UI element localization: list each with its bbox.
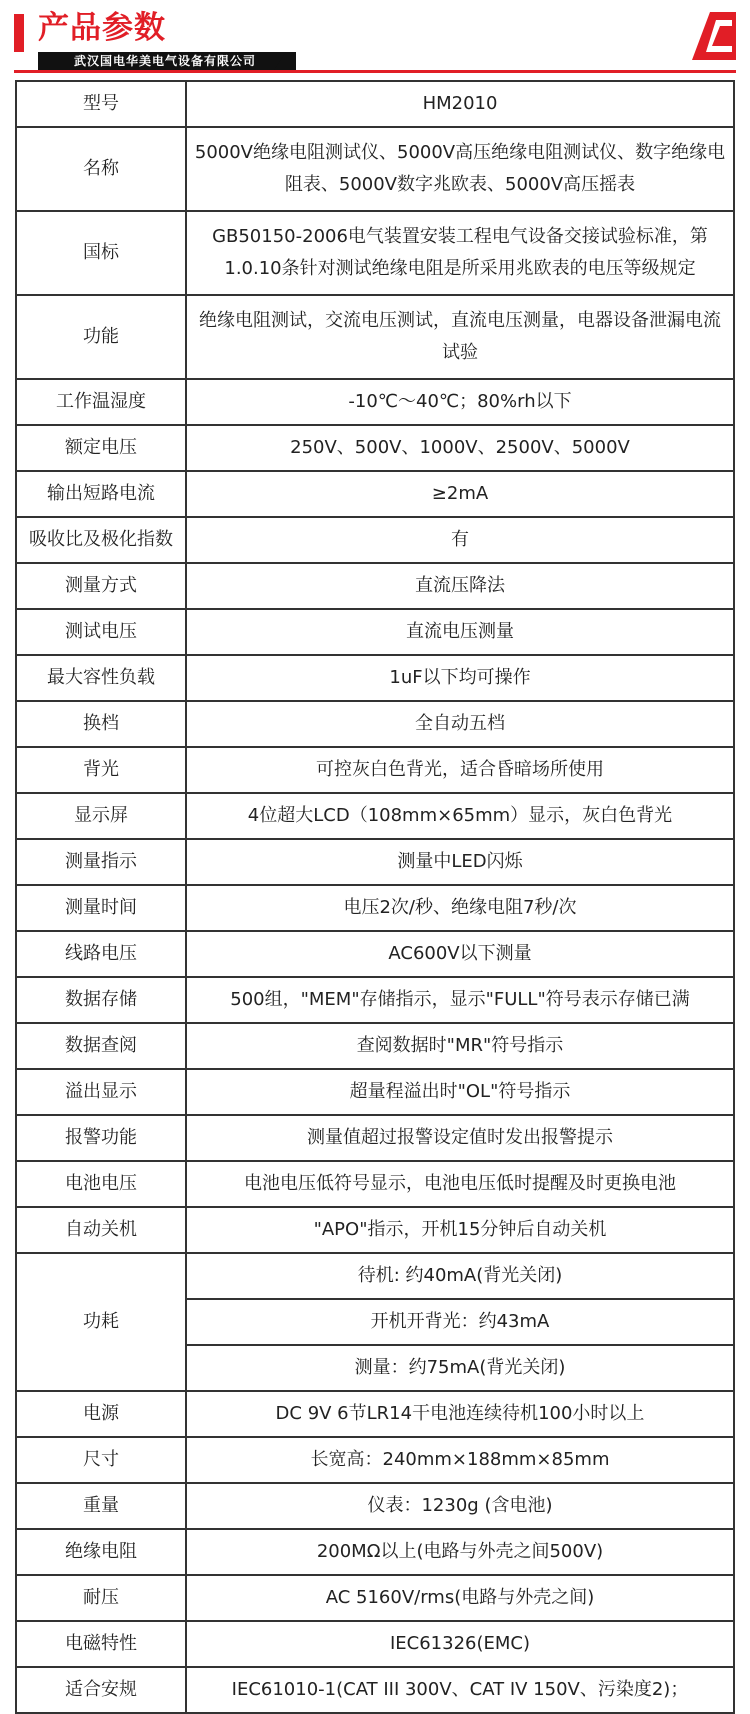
spec-row [16, 1667, 734, 1713]
spec-row [16, 885, 734, 931]
spec-value: 长宽高：240mm×188mm×85mm [186, 1437, 734, 1483]
spec-label: 电磁特性 [16, 1621, 186, 1667]
spec-row [16, 839, 734, 885]
spec-value: 全自动五档 [186, 701, 734, 747]
spec-label: 额定电压 [16, 425, 186, 471]
spec-row [16, 747, 734, 793]
spec-label: 溢出显示 [16, 1069, 186, 1115]
spec-value: -10℃～40℃；80%rh以下 [186, 379, 734, 425]
spec-row [16, 127, 734, 211]
spec-label: 绝缘电阻 [16, 1529, 186, 1575]
spec-value: 4位超大LCD（108mm×65mm）显示，灰白色背光 [186, 793, 734, 839]
spec-value: 250V、500V、1000V、2500V、5000V [186, 425, 734, 471]
spec-row [16, 609, 734, 655]
section-banner [0, 0, 750, 80]
spec-row [16, 1391, 734, 1437]
spec-row [16, 977, 734, 1023]
spec-row [16, 931, 734, 977]
spec-row [16, 379, 734, 425]
spec-value: 5000V绝缘电阻测试仪、5000V高压绝缘电阻测试仪、数字绝缘电阻表、5000V数字兆欧表、5000V高压摇表 [186, 127, 734, 211]
spec-table [15, 80, 735, 1714]
spec-value: 超量程溢出时"OL"符号指示 [186, 1069, 734, 1115]
section-title: 产品参数 [38, 10, 166, 46]
spec-row [16, 793, 734, 839]
spec-label: 国标 [16, 211, 186, 295]
spec-value: 测量值超过报警设定值时发出报警提示 [186, 1115, 734, 1161]
spec-label: 重量 [16, 1483, 186, 1529]
spec-row [16, 211, 734, 295]
spec-value: 查阅数据时"MR"符号指示 [186, 1023, 734, 1069]
spec-value: 200MΩ以上(电路与外壳之间500V) [186, 1529, 734, 1575]
spec-label: 最大容性负载 [16, 655, 186, 701]
spec-value: 直流压降法 [186, 563, 734, 609]
spec-label: 显示屏 [16, 793, 186, 839]
spec-label: 耐压 [16, 1575, 186, 1621]
spec-row-power [16, 1253, 734, 1299]
spec-value: 1uF以下均可操作 [186, 655, 734, 701]
spec-row [16, 1483, 734, 1529]
company-name: 武汉国电华美电气设备有限公司 [38, 52, 296, 70]
spec-label: 背光 [16, 747, 186, 793]
spec-label: 电池电压 [16, 1161, 186, 1207]
spec-row [16, 1437, 734, 1483]
spec-label: 功能 [16, 295, 186, 379]
spec-value: 直流电压测量 [186, 609, 734, 655]
spec-row [16, 1115, 734, 1161]
spec-label: 线路电压 [16, 931, 186, 977]
accent-bar [14, 14, 24, 52]
spec-row [16, 81, 734, 127]
spec-row [16, 295, 734, 379]
spec-value: AC600V以下测量 [186, 931, 734, 977]
spec-row [16, 563, 734, 609]
spec-row [16, 471, 734, 517]
spec-row [16, 655, 734, 701]
spec-value: 测量中LED闪烁 [186, 839, 734, 885]
spec-row [16, 1069, 734, 1115]
spec-row [16, 1207, 734, 1253]
spec-value: HM2010 [186, 81, 734, 127]
spec-label: 尺寸 [16, 1437, 186, 1483]
spec-value: 绝缘电阻测试，交流电压测试，直流电压测量，电器设备泄漏电流试验 [186, 295, 734, 379]
spec-label: 测试电压 [16, 609, 186, 655]
spec-value: 电压2次/秒、绝缘电阻7秒/次 [186, 885, 734, 931]
spec-label: 换档 [16, 701, 186, 747]
spec-label: 测量方式 [16, 563, 186, 609]
spec-row [16, 1621, 734, 1667]
spec-value: IEC61326(EMC) [186, 1621, 734, 1667]
spec-value: 开机开背光：约43mA [186, 1299, 734, 1345]
spec-row [16, 701, 734, 747]
spec-label: 数据存储 [16, 977, 186, 1023]
spec-value: AC 5160V/rms(电路与外壳之间) [186, 1575, 734, 1621]
spec-row [16, 425, 734, 471]
spec-label: 测量时间 [16, 885, 186, 931]
spec-value: 500组，"MEM"存储指示，显示"FULL"符号表示存储已满 [186, 977, 734, 1023]
spec-value: 仪表：1230g (含电池) [186, 1483, 734, 1529]
spec-label: 名称 [16, 127, 186, 211]
spec-value: 测量：约75mA(背光关闭) [186, 1345, 734, 1391]
spec-value: "APO"指示，开机15分钟后自动关机 [186, 1207, 734, 1253]
spec-label: 测量指示 [16, 839, 186, 885]
spec-row [16, 1161, 734, 1207]
spec-row [16, 1529, 734, 1575]
spec-label: 输出短路电流 [16, 471, 186, 517]
spec-value: 有 [186, 517, 734, 563]
spec-value: 可控灰白色背光，适合昏暗场所使用 [186, 747, 734, 793]
spec-value: GB50150-2006电气装置安装工程电气设备交接试验标准，第1.0.10条针对测试绝缘电阻是所采用兆欧表的电压等级规定 [186, 211, 734, 295]
banner-underline [14, 70, 736, 73]
spec-label: 电源 [16, 1391, 186, 1437]
spec-value: 待机: 约40mA(背光关闭) [186, 1253, 734, 1299]
spec-value: IEC61010-1(CAT III 300V、CAT IV 150V、污染度2)； [186, 1667, 734, 1713]
corner-decoration-icon [692, 12, 736, 60]
spec-label: 型号 [16, 81, 186, 127]
spec-label: 工作温湿度 [16, 379, 186, 425]
spec-label: 吸收比及极化指数 [16, 517, 186, 563]
spec-label: 自动关机 [16, 1207, 186, 1253]
company-tab-tip [274, 52, 286, 70]
spec-label: 适合安规 [16, 1667, 186, 1713]
spec-label: 功耗 [16, 1253, 186, 1391]
spec-label: 数据查阅 [16, 1023, 186, 1069]
spec-row [16, 1575, 734, 1621]
spec-value: DC 9V 6节LR14干电池连续待机100小时以上 [186, 1391, 734, 1437]
spec-row [16, 517, 734, 563]
spec-value: ≥2mA [186, 471, 734, 517]
spec-row [16, 1023, 734, 1069]
spec-value: 电池电压低符号显示，电池电压低时提醒及时更换电池 [186, 1161, 734, 1207]
spec-label: 报警功能 [16, 1115, 186, 1161]
